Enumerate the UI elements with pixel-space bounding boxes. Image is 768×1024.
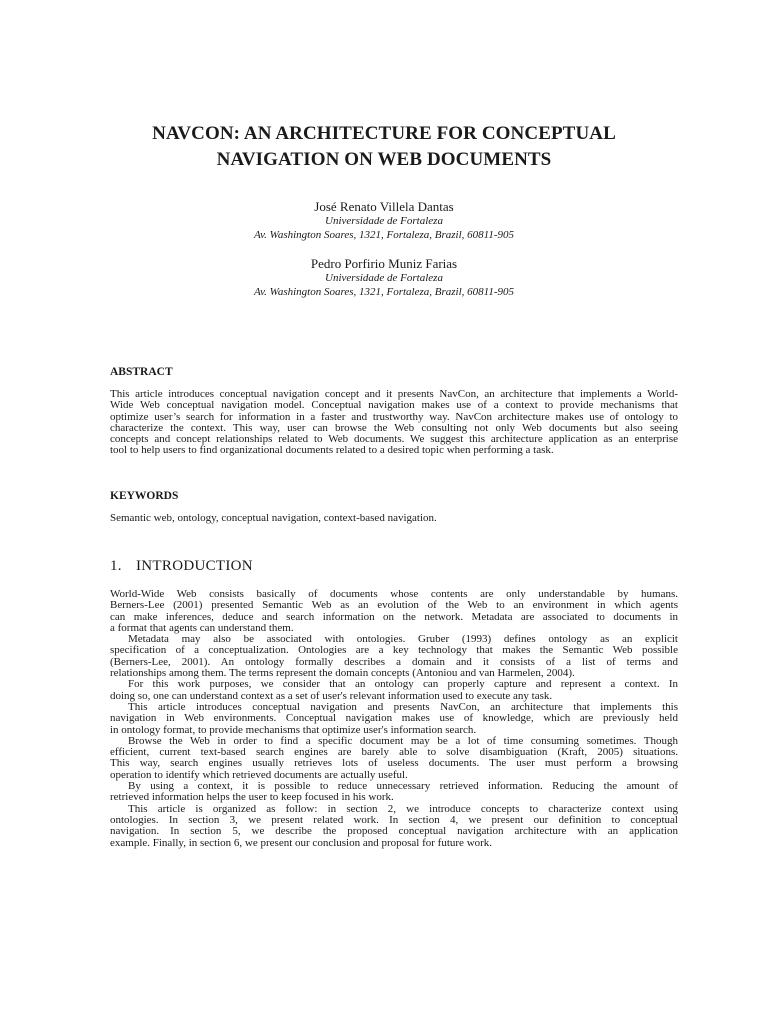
paragraph bbox=[110, 781, 678, 804]
paragraph bbox=[110, 736, 678, 781]
title-line: NAVCON: AN ARCHITECTURE FOR CONCEPTUAL bbox=[152, 123, 616, 144]
author-name: José Renato Villela Dantas bbox=[314, 199, 454, 214]
abstract-line: concepts and concept relationships related to Web documents. We suggest this architecture application as an enterprise bbox=[110, 433, 678, 446]
keywords-heading: KEYWORDS bbox=[110, 490, 179, 502]
paragraph-line: (Berners-Lee, 2001). An ontology formally describes a domain and it consists of a list of terms and bbox=[110, 655, 678, 668]
abstract-line: tool to help users to find organizational documents related to a desired topic when performing a task. bbox=[110, 444, 554, 457]
paragraph-line: ontologies. In section 3, we present related work. In section 4, we present our definition to conceptual bbox=[110, 813, 678, 826]
paragraph-line: This article introduces conceptual navigation and presents NavCon, an architecture that implements this bbox=[128, 700, 678, 713]
paragraph-line: doing so, one can understand context as a set of user's relevant information used to execute any task. bbox=[110, 689, 553, 702]
keywords-line: Semantic web, ontology, conceptual navigation, context-based navigation. bbox=[110, 512, 437, 524]
author-affiliation: Universidade de Fortaleza bbox=[325, 272, 443, 284]
abstract-heading: ABSTRACT bbox=[110, 366, 173, 378]
paragraph bbox=[110, 804, 678, 849]
paragraph-line: Metadata may also be associated with ontologies. Gruber (1993) defines ontology as an explicit bbox=[128, 633, 678, 646]
paragraph-line: in ontology format, to provide mechanisms that optimize user's information search. bbox=[110, 723, 477, 736]
abstract-line: Wide Web conceptual navigation model. Conceptual navigation makes use of a context to provide mechanisms that bbox=[110, 399, 678, 412]
author-address: Av. Washington Soares, 1321, Fortaleza, Brazil, 60811-905 bbox=[253, 229, 515, 241]
keywords-text bbox=[110, 513, 678, 524]
paragraph-line: navigation. In section 5, we describe the proposed conceptual navigation architecture with an application bbox=[110, 825, 678, 838]
author-name: Pedro Porfirio Muniz Farias bbox=[310, 256, 458, 271]
paragraph-line: retrieved information helps the user to keep focused in his work. bbox=[110, 791, 394, 804]
title-line: NAVIGATION ON WEB DOCUMENTS bbox=[216, 149, 552, 170]
paragraph bbox=[110, 702, 678, 736]
paragraph-line: navigation in Web environments. Conceptual navigation makes use of knowledge, which are previously held bbox=[110, 712, 678, 725]
abstract-text bbox=[110, 389, 678, 457]
paragraph-line: specification of a conceptualization. Ontologies are a key technology that makes the Semantic Web possible bbox=[110, 644, 678, 657]
introduction-heading bbox=[110, 557, 253, 575]
paragraph-line: This way, search engines usually retrieves lots of useless documents. The user must perform a browsing bbox=[110, 757, 678, 770]
abstract-line: This article introduces conceptual navigation concept and it presents NavCon, an architecture that implements a World- bbox=[110, 388, 678, 400]
paragraph-line: By using a context, it is possible to reduce unnecessary retrieved information. Reducing the amount of bbox=[128, 780, 678, 793]
paragraph bbox=[110, 589, 678, 634]
author-block bbox=[0, 256, 768, 299]
abstract-line: characterize the context. This way, user can browse the Web consulting not only Web documents but also seeing bbox=[110, 421, 678, 434]
paragraph-line: example. Finally, in section 6, we present our conclusion and proposal for future work. bbox=[110, 836, 493, 849]
paragraph-line: This article is organized as follow: in section 2, we introduce concepts to characterize context using bbox=[128, 802, 678, 815]
paragraph-line: For this work purposes, we consider that an ontology can properly capture and represent a context. In bbox=[128, 678, 678, 691]
introduction-body bbox=[110, 589, 678, 849]
paragraph-line: operation to identify which retrieved documents are actually useful. bbox=[110, 768, 408, 781]
section-number: 1. bbox=[110, 558, 122, 574]
author-affiliation: Universidade de Fortaleza bbox=[325, 215, 443, 227]
paragraph bbox=[110, 634, 678, 679]
paragraph-line: Berners-Lee (2001) presented Semantic Web as an evolution of the Web to an environment in which agents bbox=[110, 599, 678, 612]
paper-title bbox=[0, 121, 768, 173]
abstract-line: optimize user’s search for information in a faster and trustworthy way. NavCon architecture makes use of ontology to bbox=[110, 410, 678, 423]
paragraph-line: Browse the Web in order to find a specific document may be a lot of time consuming sometimes. Though bbox=[128, 734, 678, 747]
paragraph-line: efficient, current text-based search engines are barely able to solve disambiguation (Kraft, 2005) situations. bbox=[110, 746, 678, 759]
paragraph-line: World-Wide Web consists basically of documents whose contents are only understandable by humans. bbox=[110, 588, 678, 600]
paragraph-line: can make inferences, deduce and search information on the network. Metadata are associated to documents in bbox=[110, 610, 678, 623]
paragraph-line: relationships among them. The terms represent the domain concepts (Antoniou and van Harmelen, 2004). bbox=[110, 667, 575, 680]
author-address: Av. Washington Soares, 1321, Fortaleza, Brazil, 60811-905 bbox=[253, 286, 515, 298]
author-block bbox=[0, 199, 768, 242]
paragraph-line: a format that agents can understand them. bbox=[110, 621, 294, 634]
section-title: INTRODUCTION bbox=[136, 558, 253, 574]
paragraph bbox=[110, 679, 678, 702]
